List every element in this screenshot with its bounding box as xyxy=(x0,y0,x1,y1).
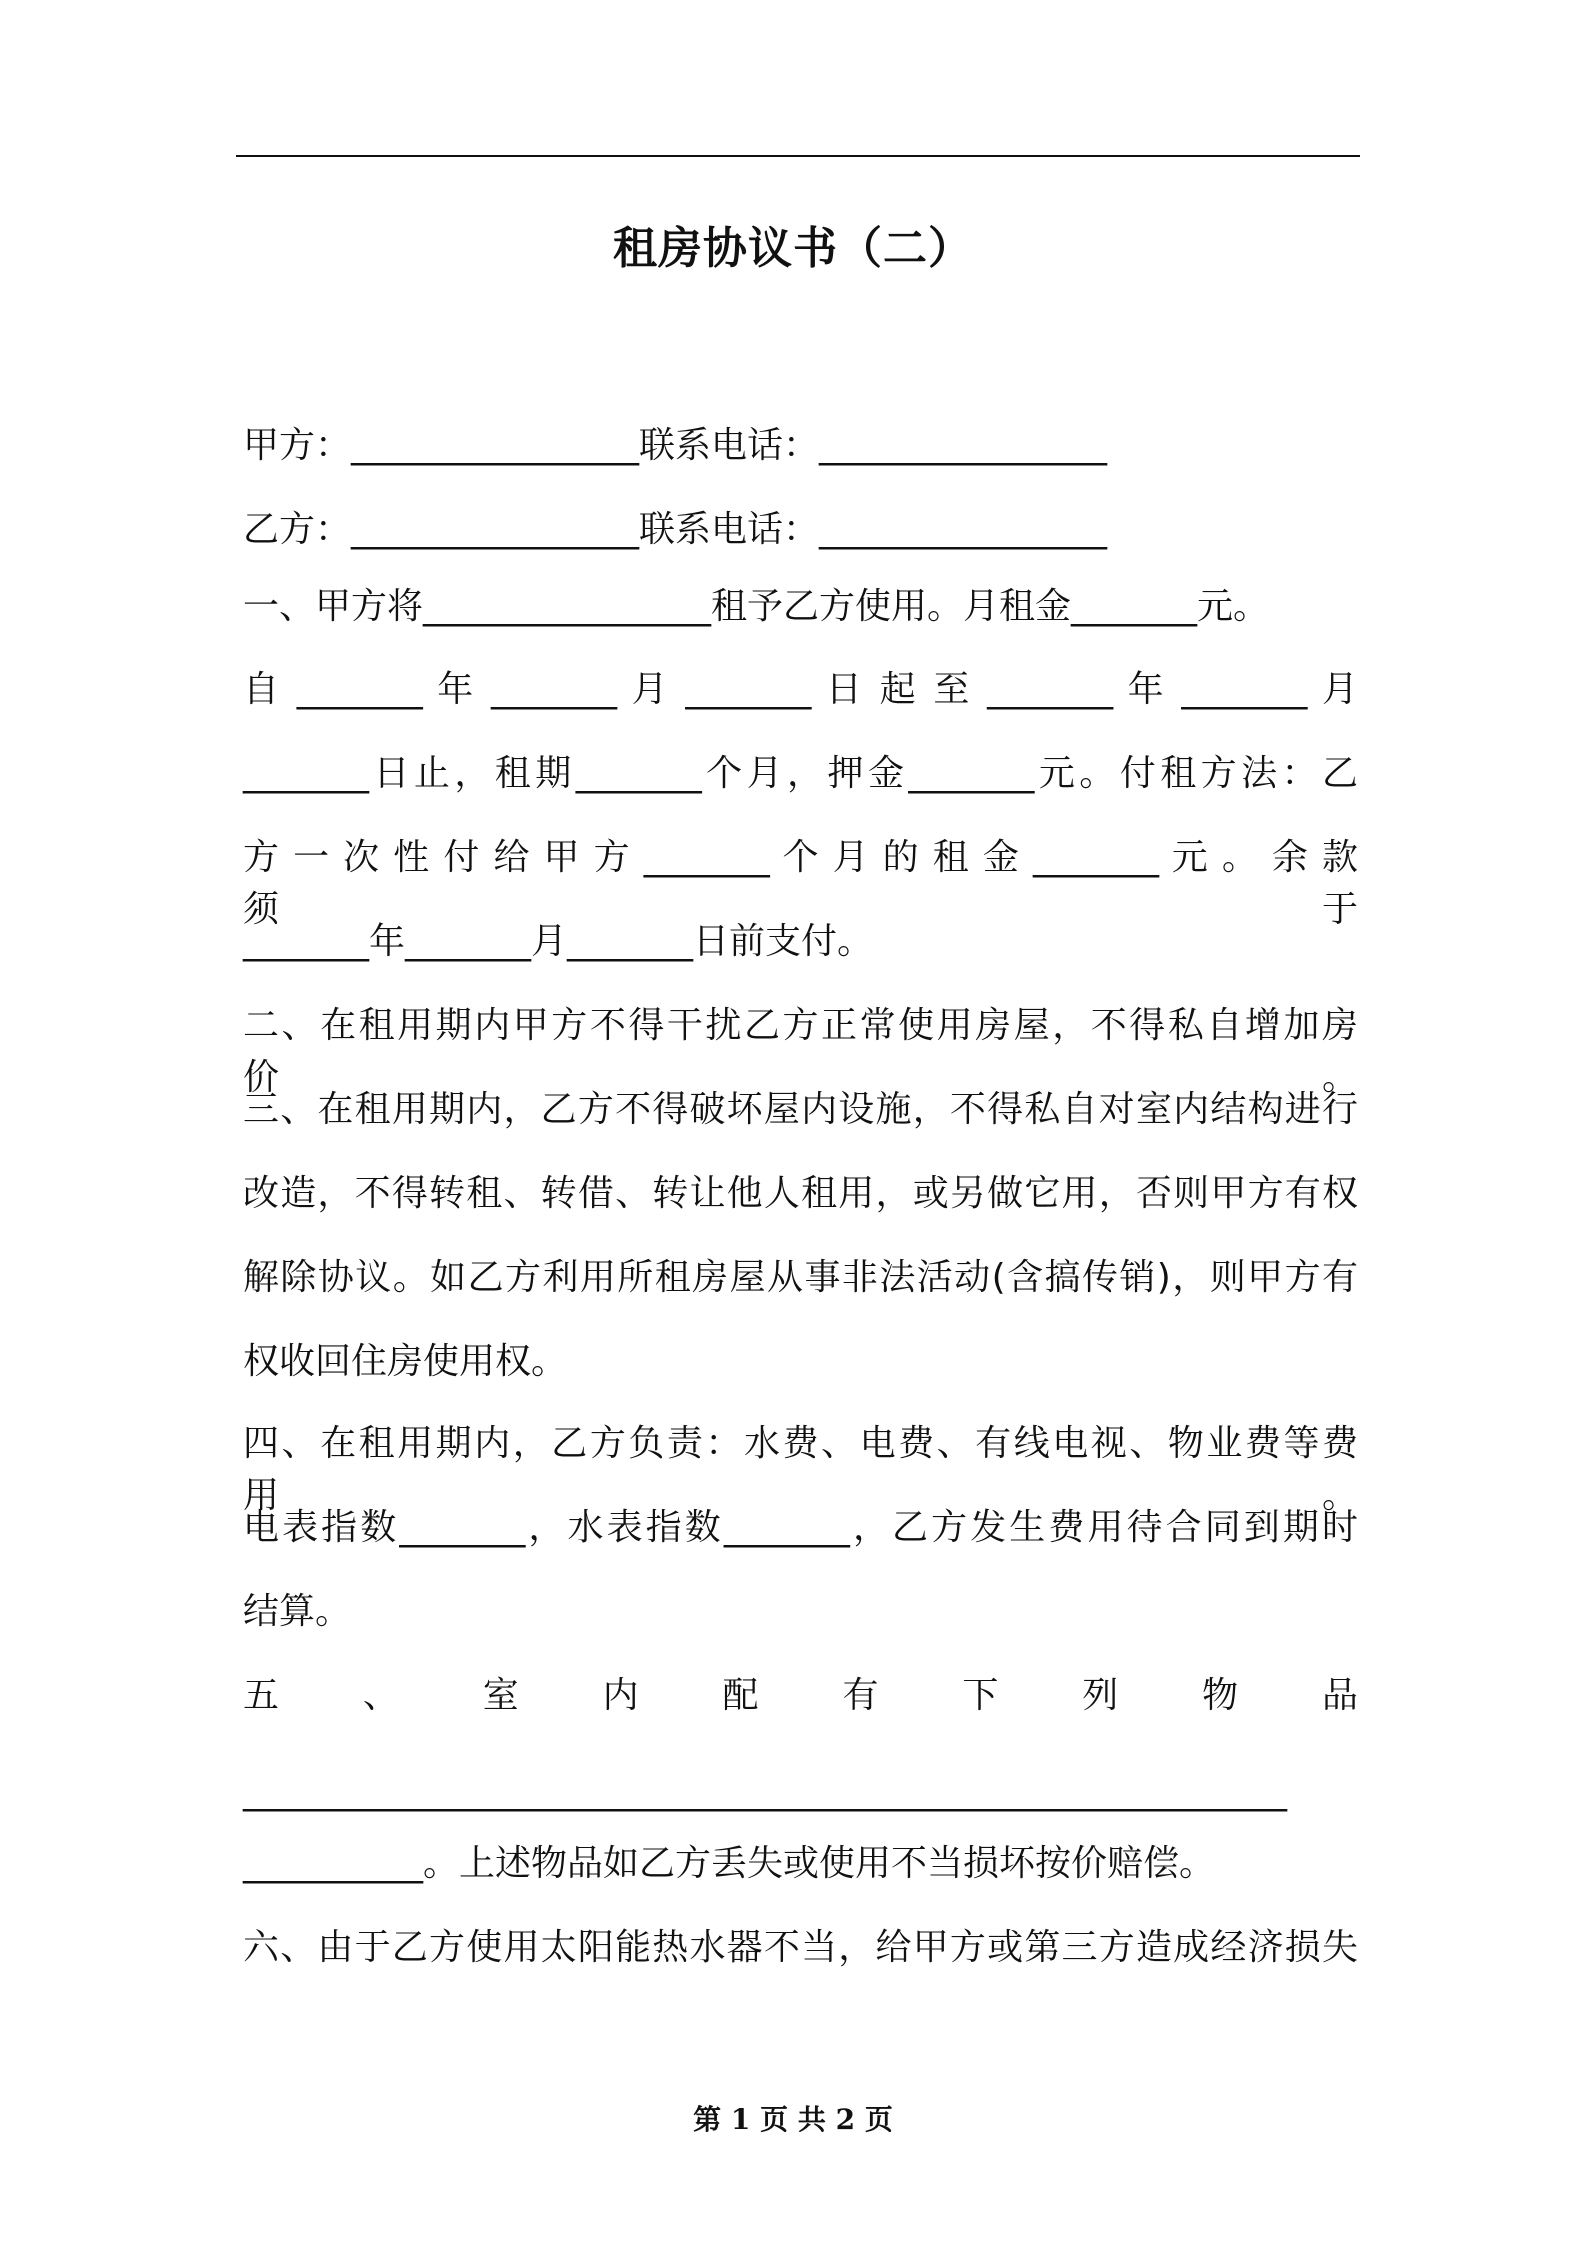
clause-1-line-4: 方 一 次 性 付 给 甲 方 _______ 个 月 的 租 金 _______ 元 。 余 款 须 于 xyxy=(243,837,1358,930)
clause-4-line-1: 四、在租用期内，乙方负责：水费、电费、有线电视、物业费等费用。 xyxy=(243,1423,1358,1516)
clause-5-blank-line: __________________________________________________________ xyxy=(243,1771,1287,1812)
clause-3-line-2: 改造，不得转租、转借、转让他人租用，或另做它用，否则甲方有权 xyxy=(243,1173,1358,1214)
clause-2-line-1: 二、在租用期内甲方不得干扰乙方正常使用房屋，不得私自增加房价。 xyxy=(243,1005,1358,1098)
clause-1-line-2: 自 _______ 年 _______ 月 _______ 日 起 至 _______ 年 _______ 月 xyxy=(243,669,1358,710)
clause-4-line-3: 结算。 xyxy=(243,1591,352,1632)
clause-5-line-1: 五 、 室 内 配 有 下 列 物 品 xyxy=(243,1675,1358,1716)
clause-4-line-2: 电表指数_______，水表指数_______，乙方发生费用待合同到期时 xyxy=(243,1507,1358,1548)
clause-5-line-2: __________。上述物品如乙方丢失或使用不当损坏按价赔偿。 xyxy=(243,1843,1216,1884)
clause-1-line-5: _______年_______月_______日前支付。 xyxy=(243,921,874,962)
page-footer: 第 1 页 共 2 页 xyxy=(693,2103,893,2136)
clause-1-line-1: 一、甲方将________________租予乙方使用。月租金_______元。 xyxy=(243,586,1270,627)
clause-6-line-1: 六、由于乙方使用太阳能热水器不当，给甲方或第三方造成经济损失 xyxy=(243,1927,1358,1968)
clause-3-line-1: 三、在租用期内，乙方不得破坏屋内设施，不得私自对室内结构进行 xyxy=(243,1089,1358,1130)
party-a-line: 甲方：________________联系电话：________________ xyxy=(243,425,1108,466)
party-b-line: 乙方：________________联系电话：________________ xyxy=(243,509,1108,550)
clause-3-line-3: 解除协议。如乙方利用所租房屋从事非法活动(含搞传销)，则甲方有 xyxy=(243,1257,1358,1298)
header-rule xyxy=(236,155,1360,157)
clause-3-line-4: 权收回住房使用权。 xyxy=(243,1341,568,1382)
clause-1-line-3: _______日止，租期_______个月，押金_______元。付租方法：乙 xyxy=(243,753,1358,794)
document-title: 租房协议书（二） xyxy=(613,223,973,274)
